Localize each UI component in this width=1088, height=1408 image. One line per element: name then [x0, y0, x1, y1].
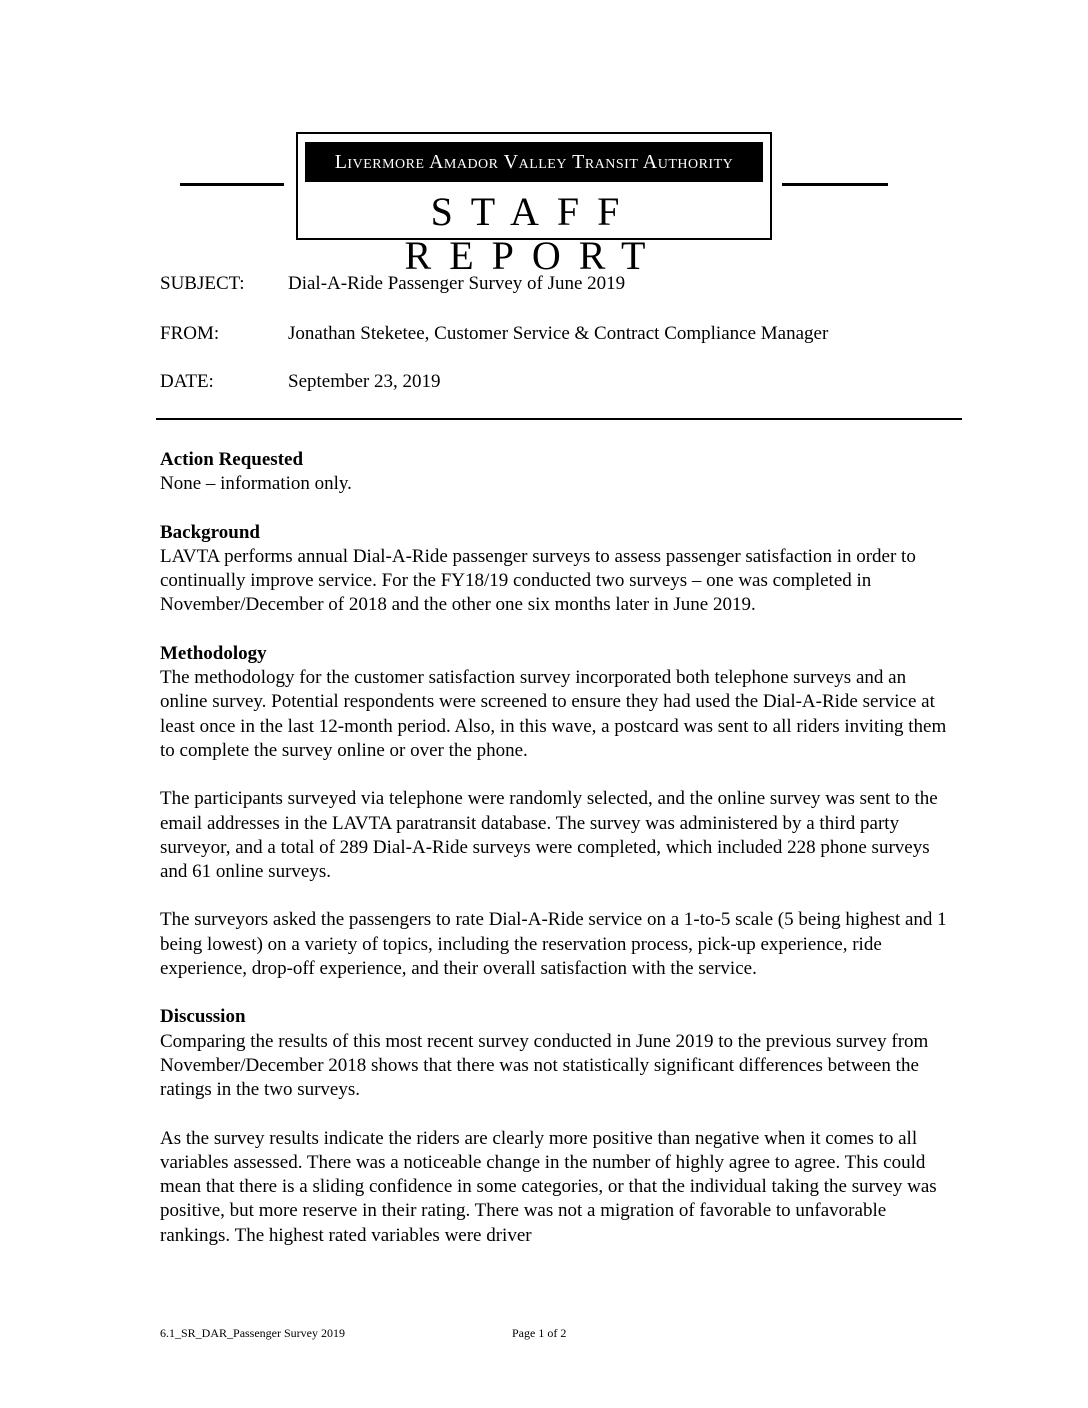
subject-label: SUBJECT:: [160, 273, 245, 294]
date-label: DATE:: [160, 371, 214, 392]
section-heading: Action Requested: [160, 449, 304, 470]
paragraph: The methodology for the customer satisfaction survey incorporated both telephone surveys and an online survey. Potential respondents were screened to ensure they had used the Dial-A-Ride service at least once in the last 12-month period. Also, in this wave, a postcard was sent to all riders inviting them to complete the survey online or over the phone.: [160, 667, 947, 761]
section-heading: Discussion: [160, 1006, 246, 1028]
from-value: Jonathan Steketee, Customer Service & Contract Compliance Manager: [288, 323, 829, 344]
report-body: [160, 448, 950, 1248]
paragraph: The surveyors asked the passengers to rate Dial-A-Ride service on a 1-to-5 scale (5 being highest and 1 being lowest) on a variety of topics, including the reservation process, pick-up experience, ride experience, drop-off experience, and their overall satisfaction with the service.: [160, 909, 947, 980]
paragraph: The participants surveyed via telephone were randomly selected, and the online survey was sent to the email addresses in the LAVTA paratransit database. The survey was administered by a third party surveyor, and a total of 289 Dial-A-Ride surveys were completed, which included 228 phone surveys and 61 online surveys.: [160, 788, 938, 883]
memo-divider: [156, 418, 962, 420]
section-action-requested: [160, 448, 950, 497]
date-value: September 23, 2019: [288, 371, 441, 392]
footer-filename: 6.1_SR_DAR_Passenger Survey 2019: [160, 1326, 345, 1340]
section-text: LAVTA performs annual Dial-A-Ride passenger surveys to assess passenger satisfaction in order to continually improve service. For the FY18/19 conducted two surveys – one was completed in November/December of 2018 and the other one six months later in June 2019.: [160, 545, 916, 616]
from-label: FROM:: [160, 323, 220, 344]
report-title: STAFF REPORT: [404, 189, 664, 278]
section-text: None – information only.: [160, 473, 352, 495]
header-rule-left: [180, 183, 284, 186]
subject-value: Dial-A-Ride Passenger Survey of June 2019: [288, 273, 626, 294]
header-box: [296, 132, 772, 278]
section-background: [160, 521, 950, 618]
footer-page-number: Page 1 of 2: [512, 1326, 567, 1340]
paragraph: As the survey results indicate the riders are clearly more positive than negative when it comes to all variables assessed. There was a noticeable change in the number of highly agree to agree. This could mean that there is a sliding confidence in some categories, or that the individual taking the survey was positive, but more reserve in their rating. There was not a migration of favorable to unfavorable rankings. The highest rated variables were driver: [160, 1127, 937, 1246]
header-rule-right: [782, 183, 888, 186]
section-discussion: [160, 1005, 950, 1248]
section-methodology: [160, 642, 950, 982]
section-heading: Methodology: [160, 642, 267, 664]
paragraph: Comparing the results of this most recent survey conducted in June 2019 to the previous survey from November/December 2018 shows that there was not statistically significant differences between the ratings in the two surveys.: [160, 1030, 929, 1101]
section-heading: Background: [160, 521, 260, 543]
organization-name: Livermore Amador Valley Transit Authority: [305, 142, 763, 182]
